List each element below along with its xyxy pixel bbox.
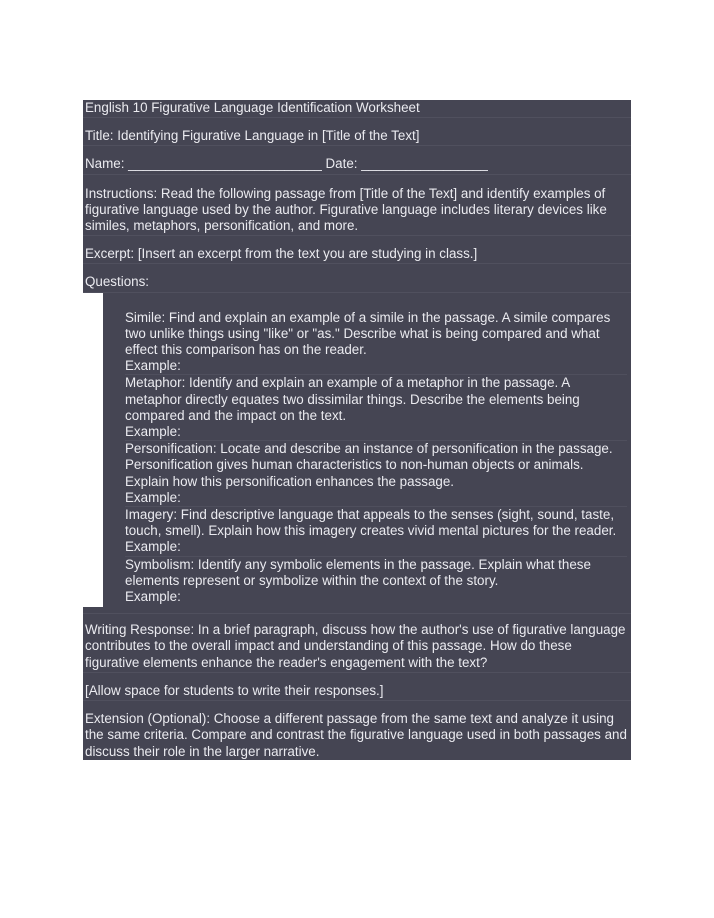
questions-margin-bar <box>83 293 103 608</box>
example-label: Example: <box>125 539 181 555</box>
example-label: Example: <box>125 358 181 374</box>
question-text: Personification: Locate and describe an instance of personification in the passage. Personification gives human characteristics to non-human objects or animals. Explain how this personification enhances the passage. <box>125 441 613 489</box>
questions-heading: Questions: <box>83 274 631 292</box>
writing-response: Writing Response: In a brief paragraph, discuss how the author's use of figurative language contributes to the overall impact and understanding of this passage. How do these figurative elements enhance the reader's engagement with the text? <box>83 622 631 673</box>
worksheet-title: Title: Identifying Figurative Language in [Title of the Text] <box>83 128 631 146</box>
question-imagery <box>125 507 627 557</box>
example-label: Example: <box>125 424 181 440</box>
question-symbolism <box>125 557 627 606</box>
instructions: Instructions: Read the following passage from [Title of the Text] and identify examples of figurative language used by the author. Figurative language includes literary devices like similes, metaphors, personification, and more. <box>83 186 631 237</box>
example-label: Example: <box>125 589 181 605</box>
question-text: Imagery: Find descriptive language that appeals to the senses (sight, sound, taste, touch, smell). Explain how this imagery creates vivid mental pictures for the reader. <box>125 507 617 539</box>
allow-space-note: [Allow space for students to write their responses.] <box>83 683 631 701</box>
questions-list <box>83 293 631 615</box>
name-date-line: Name: __________________________ Date: _________________ <box>83 156 631 174</box>
question-metaphor <box>125 375 627 441</box>
question-text: Symbolism: Identify any symbolic elements in the passage. Explain what these elements represent or symbolize within the context of the story. <box>125 556 591 588</box>
example-label: Example: <box>125 489 181 505</box>
question-text: Metaphor: Identify and explain an example of a metaphor in the passage. A metaphor directly equates two dissimilar things. Describe the elements being compared and the impact on the text. <box>125 375 580 423</box>
worksheet <box>83 100 631 760</box>
worksheet-header: English 10 Figurative Language Identification Worksheet <box>83 100 631 118</box>
excerpt: Excerpt: [Insert an excerpt from the text you are studying in class.] <box>83 246 631 264</box>
question-text: Simile: Find and explain an example of a simile in the passage. A simile compares two unlike things using "like" or "as." Describe what is being compared and what effect this comparison has on the reader. <box>125 309 611 358</box>
question-personification <box>125 441 627 507</box>
question-simile <box>125 310 627 376</box>
extension: Extension (Optional): Choose a different passage from the same text and analyze it using the same criteria. Compare and contrast the figurative language used in both passages and discuss their role in the larger narrative. <box>85 711 627 759</box>
